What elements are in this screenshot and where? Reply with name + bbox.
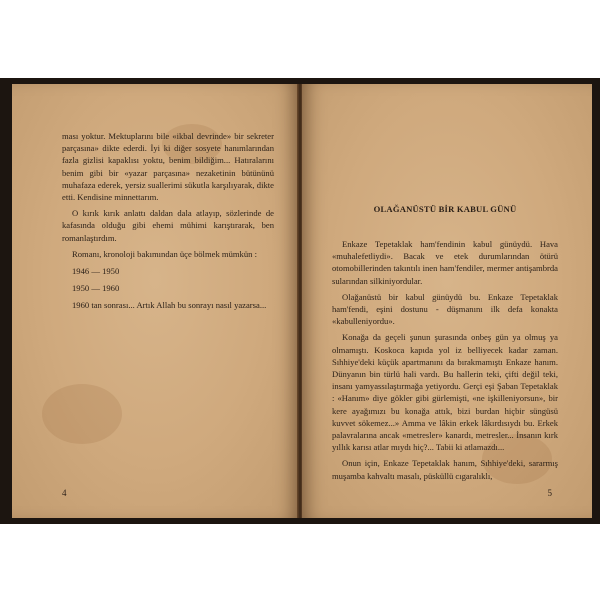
paragraph: Onun için, Enkaze Tepetaklak hanım, Sıhhiye'deki, sararmış muşamba kahvaltı masalı, püsküllü cıgaralıklı, [332, 458, 558, 481]
book-spread [0, 78, 600, 524]
paragraph: Olağanüstü bir kabul günüydü bu. Enkaze Tepetaklak ham'fendi, eşini dostunu - düşmanını ilk defa konakta «kabulleniyordu». [332, 291, 558, 327]
paragraph: 1960 tan sonrası... Artık Allah bu sonrayı nasıl yazarsa... [72, 300, 267, 311]
chronology-item: 1950 — 1960 [72, 283, 120, 294]
chapter-heading: OLAĞANÜSTÜ BİR KABUL GÜNÜ [373, 204, 517, 214]
right-page-text [332, 238, 558, 482]
right-page [302, 84, 592, 518]
paragraph: Konağa da geçeli şunun şurasında onbeş gün ya olmuş ya olmamıştı. Koskoca kapıda yol iz belliyecek kadar zaman. Sıhhiye'deki küçük apartmanını da bırakmamıştı Enkaze hanım. Dünyanın bin türlü hali vardı. Bu hallerin teki, çifti değil teki, insanı yamyassılaştırmağa yetiyordu. Gerçi eşi Şaban Tepetaklak : «Hanım» diye gökler gibi gürlemişti, «ne işkilleniyorsun», bir kere ayağımızı bu konağa attık, bizi burdan hiçbir süngüsü kuvvet sökemez...» Amma ve lâkin erkek lâkırdısıydı bu. Erkek palavralarına ancak «metresler» kanardı, metresler... İnsanın kırk yıllık karısı atlar mıydı hiç?... Tabii ki atlamazdı... [332, 332, 558, 453]
left-page-text [62, 130, 274, 312]
paragraph: Enkaze Tepetaklak ham'fendinin kabul günüydü. Hava «muhalefetliydi». Bacak ve etek durumlarından ötürü otomobillerinden takıntılı inen ham'fendiler, mermer antişambrda sularından silkiniyordular. [332, 239, 558, 286]
page-number: 4 [62, 488, 67, 498]
page-number: 5 [547, 488, 552, 498]
paragraph: O kırık kırık anlattı daldan dala atlayıp, sözlerinde de kafasında olduğu gibi ehemi mühimi karıştırarak, ben romanlaştırdım. [62, 208, 274, 243]
chronology-item: 1946 — 1950 [72, 266, 120, 277]
paragraph: ması yoktur. Mektuplarını bile «ikbal devrinde» bir sekreter parçasına» dikte ederdi. İyi ki diğer sosyete hanımlarından fazla gizlisi kapaklısı yoktu, benim bildiğim... Hatıralarını benim gibi bir «yazar parçasına» nezaketinin bütününü muhafaza ederek, yersiz suallerimi sükutla karşılıyarak, dikte etti. Kendisine minnettarım. [62, 131, 274, 203]
paragraph: Romanı, kronoloji bakımından üçe bölmek mümkün : [72, 248, 257, 259]
paper-stain [42, 384, 122, 444]
left-page [12, 84, 298, 518]
